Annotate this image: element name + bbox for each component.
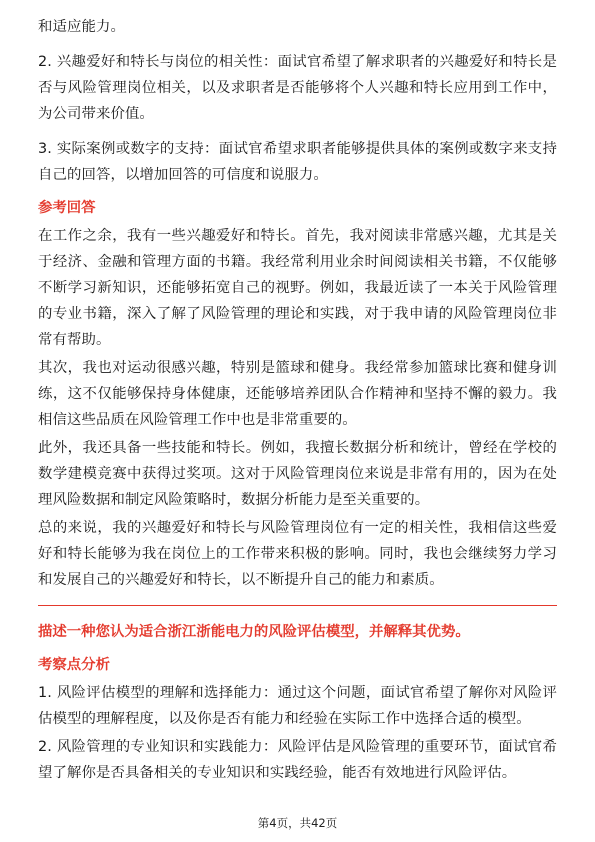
section-divider (38, 605, 557, 606)
answer-paragraph-2: 其次，我也对运动很感兴趣，特别是篮球和健身。我经常参加篮球比赛和健身训练，这不仅能够保持身体健康，还能够培养团队合作精神和坚持不懈的毅力。我相信这些品质在风险管理工作中也是非常重要的。 (38, 360, 557, 428)
page-number: 第4页，共42页 (257, 816, 338, 830)
analysis-point-b1: 1. 风险评估模型的理解和选择能力：通过这个问题，面试官希望了解你对风险评估模型的理解程度，以及你是否有能力和经验在实际工作中选择合适的模型。 (38, 685, 557, 727)
answer-paragraph-1: 在工作之余，我有一些兴趣爱好和特长。首先，我对阅读非常感兴趣，尤其是关于经济、金融和管理方面的书籍。我经常利用业余时间阅读相关书籍，不仅能够不断学习新知识，还能够拓宽自己的视野。例如，我最近读了一本关于风险管理的专业书籍，深入了解了风险管理的理论和实践，对于我申请的风险管理岗位非常有帮助。 (38, 228, 557, 348)
question-title: 描述一种您认为适合浙江浙能电力的风险评估模型，并解释其优势。 (38, 624, 470, 640)
analysis-heading: 考察点分析 (38, 657, 110, 673)
continuation-text: 和适应能力。 (38, 19, 125, 35)
analysis-point-b2: 2. 风险管理的专业知识和实践能力：风险评估是风险管理的重要环节，面试官希望了解你是否具备相关的专业知识和实践经验，能否有效地进行风险评估。 (38, 739, 557, 781)
answer-heading: 参考回答 (38, 200, 96, 216)
analysis-point-2: 2. 兴趣爱好和特长与岗位的相关性：面试官希望了解求职者的兴趣爱好和特长是否与风险管理岗位相关，以及求职者是否能够将个人兴趣和特长应用到工作中，为公司带来价值。 (38, 54, 557, 122)
answer-paragraph-4: 总的来说，我的兴趣爱好和特长与风险管理岗位有一定的相关性，我相信这些爱好和特长能够为我在岗位上的工作带来积极的影响。同时，我也会继续努力学习和发展自己的兴趣爱好和特长，以不断提升自己的能力和素质。 (38, 520, 557, 588)
answer-paragraph-3: 此外，我还具备一些技能和特长。例如，我擅长数据分析和统计，曾经在学校的数学建模竞赛中获得过奖项。这对于风险管理岗位来说是非常有用的，因为在处理风险数据和制定风险策略时，数据分析能力是至关重要的。 (38, 440, 557, 508)
analysis-point-3: 3. 实际案例或数字的支持：面试官希望求职者能够提供具体的案例或数字来支持自己的回答，以增加回答的可信度和说服力。 (38, 141, 557, 183)
